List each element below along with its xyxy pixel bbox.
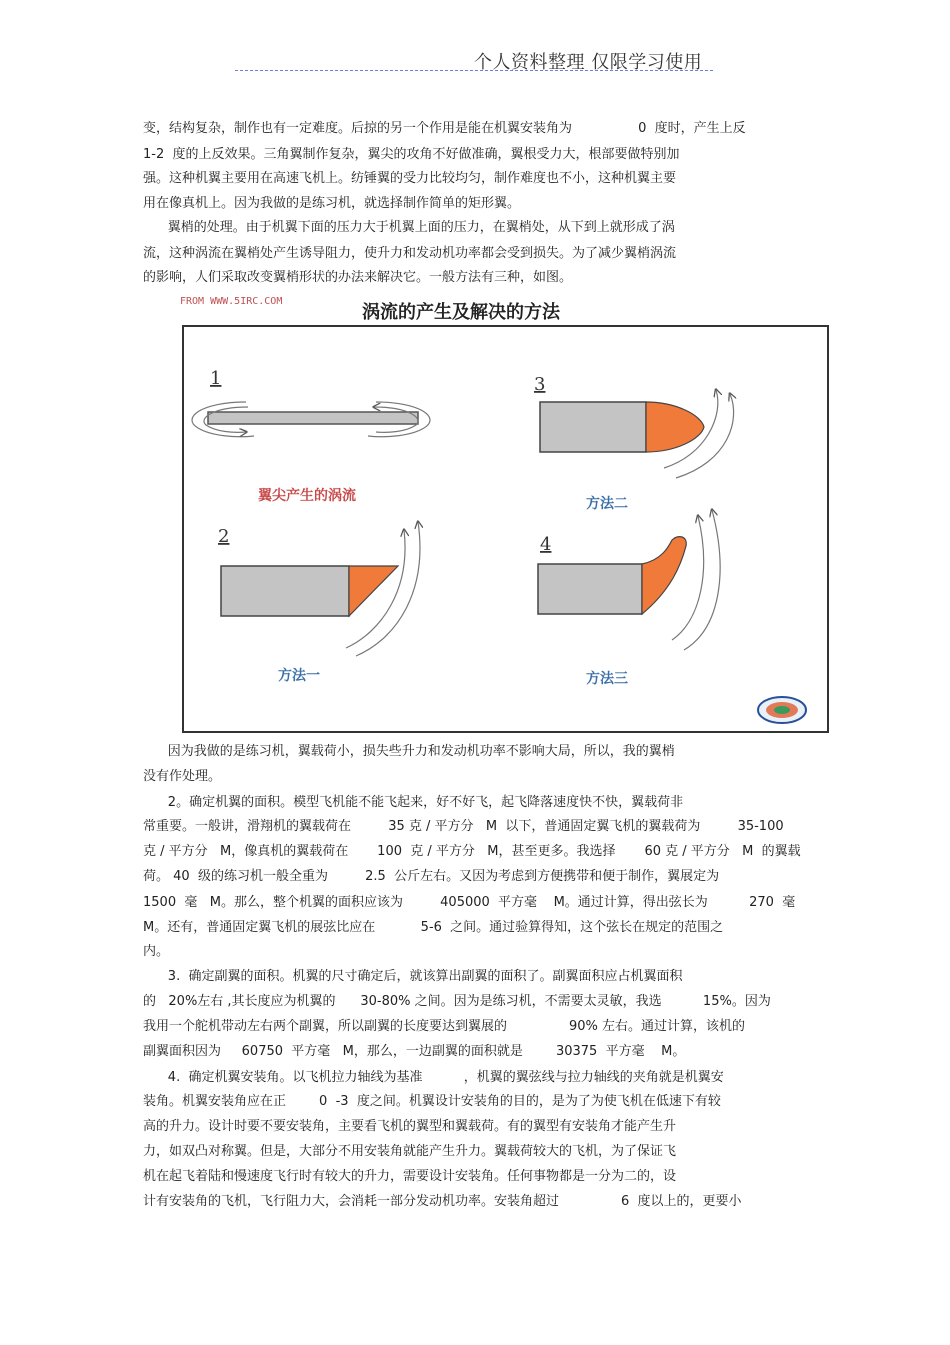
text-line: 1-2 度的上反效果。三角翼制作复杂，翼尖的攻角不好做准确，翼根受力大，根部要做特别加 bbox=[143, 147, 680, 162]
text-line: 3. 确定副翼的面积。机翼的尺寸确定后，就该算出副翼的面积了。副翼面积应占机翼面积 bbox=[143, 969, 683, 984]
panel-4-caption: 方法三 bbox=[586, 671, 628, 687]
panel-3-number: 3 bbox=[534, 374, 546, 395]
panel-4-number: 4 bbox=[540, 534, 552, 555]
text-line: 1500 毫 M。那么，整个机翼的面积应该为 405000 平方毫 M。通过计算，得出弦长为 270 毫 bbox=[143, 895, 796, 910]
panel-1-number: 1 bbox=[210, 368, 222, 389]
text-line: 的影响，人们采取改变翼梢形状的办法来解决它。一般方法有三种，如图。 bbox=[143, 270, 573, 285]
text-line: M。还有，普通固定翼飞机的展弦比应在 5-6 之间。通过验算得知，这个弦长在规定的范围之 bbox=[143, 920, 724, 935]
panel-2-number: 2 bbox=[218, 526, 230, 547]
text-line: 荷。 40 级的练习机一般全重为 2.5 公斤左右。又因为考虑到方便携带和便于制作，翼展定为 bbox=[143, 869, 720, 884]
text-line: 强。这种机翼主要用在高速飞机上。纺锤翼的受力比较均匀，制作难度也不小，这种机翼主要 bbox=[143, 171, 677, 186]
text-line: 克 / 平方分 M，像真机的翼载荷在 100 克 / 平方分 M，甚至更多。我选择 60 克 / 平方分 M 的翼载 bbox=[143, 844, 801, 859]
header-divider bbox=[235, 70, 713, 71]
wing-icon bbox=[221, 566, 349, 616]
figure-source: FROM WWW.5IRC.COM bbox=[180, 296, 283, 307]
page-header: 个人资料整理 仅限学习使用 bbox=[474, 52, 703, 73]
text-line: 变，结构复杂，制作也有一定难度。后掠的另一个作用是能在机翼安装角为 0 度时，产生上反 bbox=[143, 121, 746, 136]
text-line: 装角。机翼安装角应在正 0 -3 度之间。机翼设计安装角的目的，是为了为使飞机在低速下有较 bbox=[143, 1094, 721, 1109]
text-line: 翼梢的处理。由于机翼下面的压力大于机翼上面的压力，在翼梢处，从下到上就形成了涡 bbox=[143, 220, 675, 235]
panel-3-caption: 方法二 bbox=[586, 496, 628, 512]
text-line: 力，如双凸对称翼。但是，大部分不用安装角就能产生升力。翼载荷较大的飞机，为了保证飞 bbox=[143, 1144, 677, 1159]
text-line: 我用一个舵机带动左右两个副翼，所以副翼的长度要达到翼展的 90% 左右。通过计算，该机的 bbox=[143, 1019, 746, 1034]
text-line: 机在起飞着陆和慢速度飞行时有较大的升力，需要设计安装角。任何事物都是一分为二的，设 bbox=[143, 1169, 677, 1184]
text-line: 副翼面积因为 60750 平方毫 M，那么，一边副翼的面积就是 30375 平方毫 M。 bbox=[143, 1044, 686, 1059]
wing-icon bbox=[540, 402, 646, 452]
text-line: 用在像真机上。因为我做的是练习机，就选择制作简单的矩形翼。 bbox=[143, 196, 521, 211]
text-line: 计有安装角的飞机，飞行阻力大，会消耗一部分发动机功率。安装角超过 6 度以上的，更要小 bbox=[143, 1194, 742, 1209]
text-line: 内。 bbox=[143, 944, 170, 959]
text-line: 常重要。一般讲，滑翔机的翼载荷在 35 克 / 平方分 M 以下，普通固定翼飞机的翼载荷为 35-100 bbox=[143, 819, 784, 834]
vortex-figure bbox=[176, 290, 836, 738]
panel-2-caption: 方法一 bbox=[278, 668, 320, 684]
text-line: 2。确定机翼的面积。模型飞机能不能飞起来，好不好飞，起飞降落速度快不快，翼载荷非 bbox=[143, 795, 684, 810]
text-line: 流，这种涡流在翼梢处产生诱导阻力，使升力和发动机功率都会受到损失。为了减少翼梢涡流 bbox=[143, 246, 677, 261]
panel-1-caption: 翼尖产生的涡流 bbox=[258, 488, 356, 504]
text-line: 的 20%左右 ,其长度应为机翼的 30-80% 之间。因为是练习机，不需要太灵敏，我选 15%。因为 bbox=[143, 994, 771, 1009]
text-line: 没有作处理。 bbox=[143, 769, 222, 784]
text-line: 4. 确定机翼安装角。以飞机拉力轴线为基准 ，机翼的翼弦线与拉力轴线的夹角就是机翼安 bbox=[143, 1070, 724, 1085]
text-line: 因为我做的是练习机，翼载荷小，损失些升力和发动机功率不影响大局，所以，我的翼梢 bbox=[143, 744, 675, 759]
wing-icon bbox=[208, 412, 418, 424]
site-logo-icon bbox=[758, 697, 806, 723]
text-line: 高的升力。设计时要不要安装角，主要看飞机的翼型和翼载荷。有的翼型有安装角才能产生升 bbox=[143, 1119, 677, 1134]
figure-title: 涡流的产生及解决的方法 bbox=[362, 302, 560, 323]
wing-icon bbox=[538, 564, 642, 614]
